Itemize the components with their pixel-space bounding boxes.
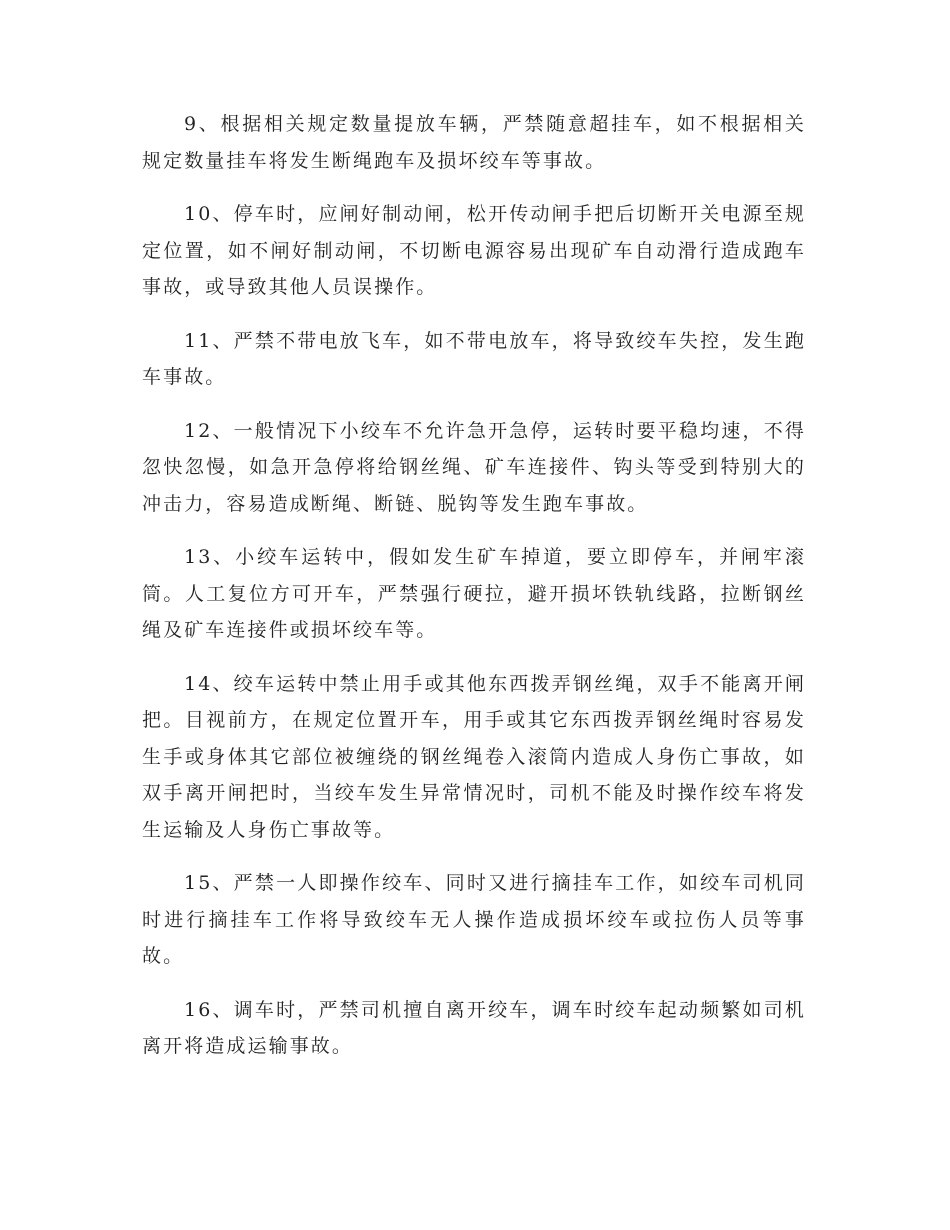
paragraph-item-10: 10、停车时，应闸好制动闸，松开传动闸手把后切断开关电源至规定位置，如不闸好制动闸，不切断电源容易出现矿车自动滑行造成跑车事故，或导致其他人员误操作。 (142, 203, 806, 298)
paragraph-item-15: 15、严禁一人即操作绞车、同时又进行摘挂车工作，如绞车司机同时进行摘挂车工作将导致绞车无人操作造成损坏绞车或拉伤人员等事故。 (142, 872, 806, 967)
paragraph-item-12: 12、一般情况下小绞车不允许急开急停，运转时要平稳均速，不得忽快忽慢，如急开急停将给钢丝绳、矿车连接件、钩头等受到特别大的冲击力，容易造成断绳、断链、脱钩等发生跑车事故。 (142, 419, 806, 515)
paragraph-item-16: 16、调车时，严禁司机擅自离开绞车，调车时绞车起动频繁如司机离开将造成运输事故。 (142, 998, 806, 1057)
paragraph-item-11: 11、严禁不带电放飞车，如不带电放车，将导致绞车失控，发生跑车事故。 (142, 329, 806, 388)
paragraph-item-14: 14、绞车运转中禁止用手或其他东西拨弄钢丝绳，双手不能离开闸把。目视前方，在规定位置开车，用手或其它东西拨弄钢丝绳时容易发生手或身体其它部位被缠绕的钢丝绳卷入滚筒内造成人身伤亡事故，如双手离开闸把时，当绞车发生异常情况时，司机不能及时操作绞车将发生运输及人身伤亡事故等。 (142, 672, 806, 841)
document-body (142, 106, 806, 1082)
paragraph-item-13: 13、小绞车运转中，假如发生矿车掉道，要立即停车，并闸牢滚筒。人工复位方可开车，严禁强行硬拉，避开损坏铁轨线路，拉断钢丝绳及矿车连接件或损坏绞车等。 (142, 546, 806, 641)
paragraph-item-9: 9、根据相关规定数量提放车辆，严禁随意超挂车，如不根据相关规定数量挂车将发生断绳跑车及损坏绞车等事故。 (142, 113, 806, 172)
